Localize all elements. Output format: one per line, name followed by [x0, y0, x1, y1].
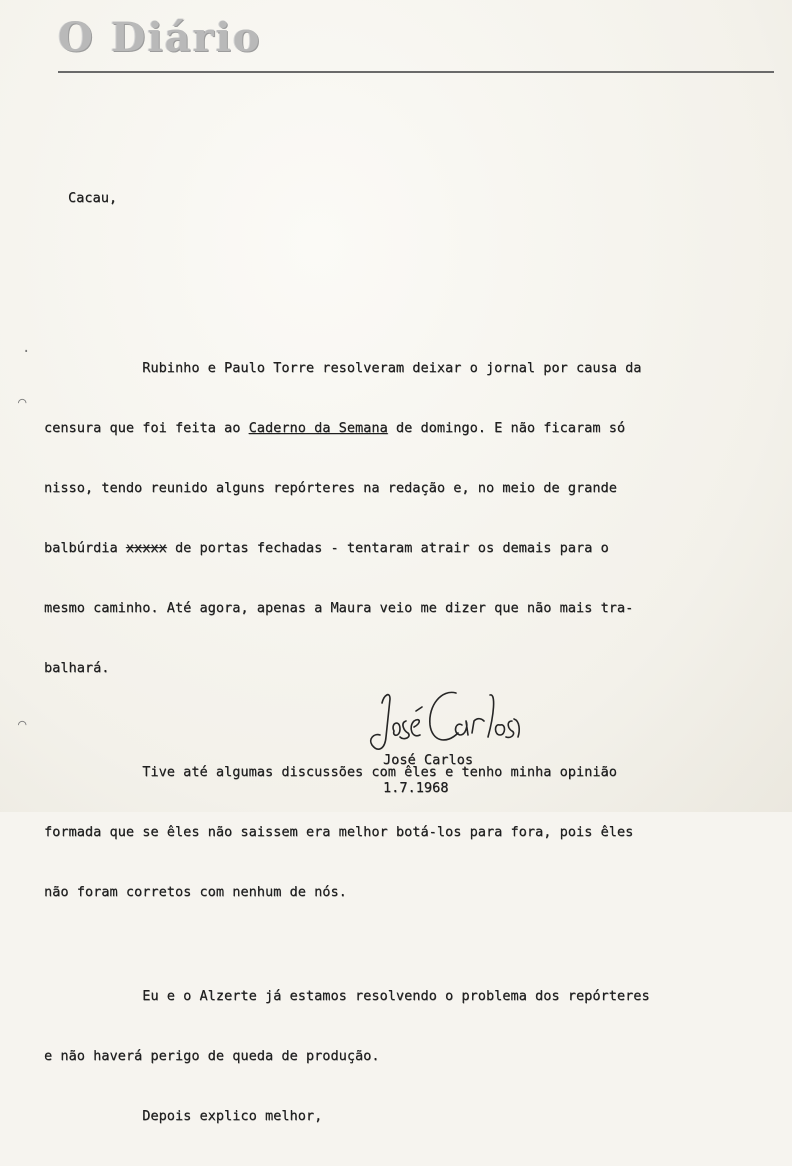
caderno-da-semana-title: Caderno da Semana [248, 420, 388, 436]
paragraph-1-line-5: mesmo caminho. Até agora, apenas a Maura veio me dizer que não mais tra- [44, 600, 634, 616]
para1-line4-before: balbúrdia [44, 540, 126, 556]
hole-punch-mark: ⌒ [18, 716, 27, 732]
salutation: Cacau, [68, 190, 118, 206]
paragraph-2-line-1: Tive até algumas discussões com êles e tenho minha opinião [44, 764, 617, 780]
paragraph-1-line-1: Rubinho e Paulo Torre resolveram deixar o jornal por causa da [44, 360, 642, 376]
para1-line2-before: censura que foi feita ao [44, 420, 249, 436]
paragraph-2-line-3: não foram corretos com nenhum de nós. [44, 884, 347, 900]
closing-line: Depois explico melhor, [44, 1108, 323, 1124]
paragraph-1-line-2 [44, 418, 650, 438]
para1-line2-after: de domingo. E não ficaram só [387, 420, 626, 436]
typed-signature-name: José Carlos [383, 752, 474, 768]
paragraph-1-line-3: nisso, tendo reunido alguns repórteres na redação e, no meio de grande [44, 480, 617, 496]
newspaper-masthead: O Diário [58, 14, 262, 61]
paragraph-2-line-2: formada que se êles não saissem era melhor botá-los para fora, pois êles [44, 824, 634, 840]
paragraph-1-line-4 [44, 538, 650, 558]
signature-date: 1.7.1968 [383, 780, 449, 796]
margin-mark: · [22, 344, 31, 360]
paragraph-1-line-6: balhará. [44, 660, 110, 676]
paragraph-3-line-2: e não haverá perigo de queda de produção. [44, 1048, 380, 1064]
masthead-rule [58, 71, 774, 73]
signature-block [360, 675, 560, 805]
struck-out-word: xxxxx [125, 540, 167, 556]
para1-line4-after: de portas fechadas - tentaram atrair os demais para o [166, 540, 609, 556]
paragraph-3-line-1: Eu e o Alzerte já estamos resolvendo o problema dos repórteres [44, 988, 650, 1004]
hole-punch-mark: ⌒ [18, 394, 27, 410]
